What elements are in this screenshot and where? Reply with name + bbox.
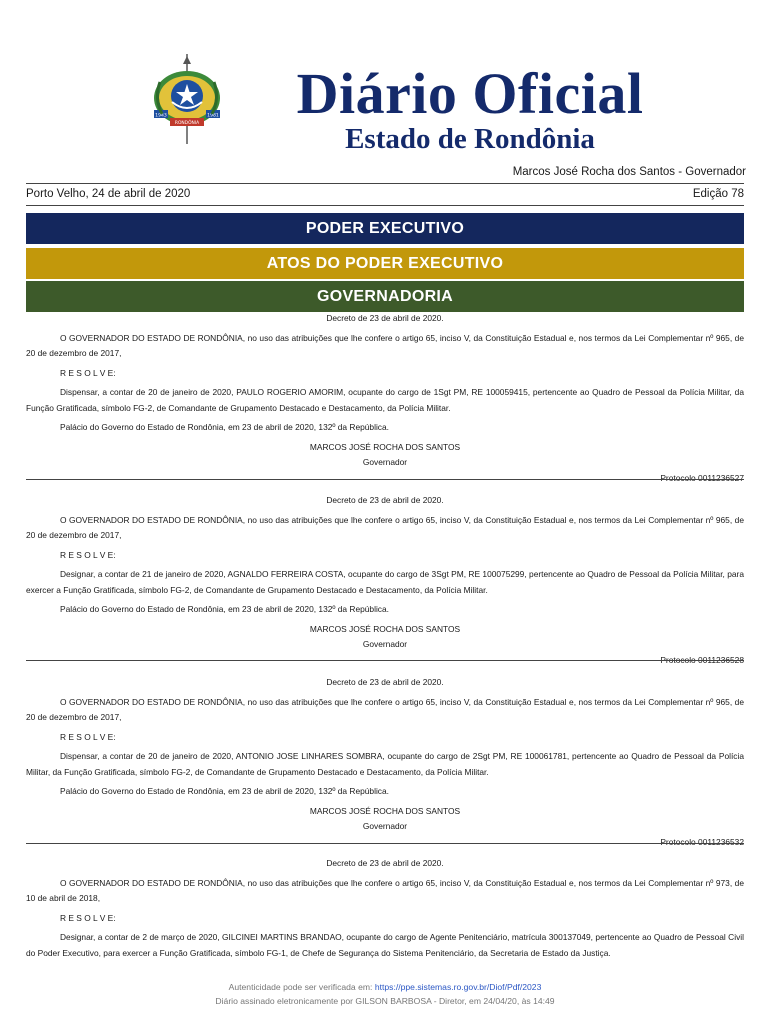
decree-closing: Palácio do Governo do Estado de Rondônia, em 23 de abril de 2020, 132º da República. [60,604,389,614]
decree-preamble: O GOVERNADOR DO ESTADO DE RONDÔNIA, no uso das atribuições que lhe confere o artigo 65, inciso V, da Constituição Estadual e, nos termos da Lei Complementar nº 973, de 10 de abril de 2018, [26,877,744,903]
decree-protocol: Protocolo 0011236532 [660,836,744,847]
decree-signer: MARCOS JOSÉ ROCHA DOS SANTOS [309,623,461,634]
decree-heading: Decreto de 23 de abril de 2020. [326,858,444,868]
decree-resolve: R E S O L V E: [60,731,116,742]
decree-resolve: R E S O L V E: [60,912,116,923]
dateline-divider [26,205,744,206]
decree-protocol: Protocolo 0011236527 [660,472,744,483]
decree-closing: Palácio do Governo do Estado de Rondônia, em 23 de abril de 2020, 132º da República. [60,786,389,796]
decree-resolve: R E S O L V E: [60,367,116,378]
verification-link[interactable]: https://ppe.sistemas.ro.gov.br/Diof/Pdf/2023 [374,982,542,992]
state-coat-of-arms-icon [150,52,224,146]
section-bar-poder-executivo: PODER EXECUTIVO [26,213,744,244]
decree-signer: MARCOS JOSÉ ROCHA DOS SANTOS [309,441,461,452]
decree-heading: Decreto de 23 de abril de 2020. [326,495,444,505]
decree-resolve: R E S O L V E: [60,549,116,560]
place-date: Porto Velho, 24 de abril de 2020 [26,188,191,200]
header-divider [26,183,744,184]
section-bar-governadoria: GOVERNADORIA [26,281,744,312]
edition-number: Edição 78 [692,188,744,200]
decree-preamble: O GOVERNADOR DO ESTADO DE RONDÔNIA, no uso das atribuições que lhe confere o artigo 65, inciso V, da Constituição Estadual e, nos termos da Lei Complementar nº 965, de 20 de dezembro de 2017, [26,514,744,540]
decree-4 [26,856,744,961]
governor-name: Marcos José Rocha dos Santos - Governador [512,166,746,178]
decree-divider [26,660,744,661]
verification-prefix: Autenticidade pode ser verificada em: [228,982,375,992]
svg-text:1981: 1981 [207,113,219,119]
svg-text:1943: 1943 [155,113,167,119]
decree-preamble: O GOVERNADOR DO ESTADO DE RONDÔNIA, no uso das atribuições que lhe confere o artigo 65, inciso V, da Constituição Estadual e, nos termos da Lei Complementar nº 965, de 20 de dezembro de 2017, [26,696,744,722]
decree-heading: Decreto de 23 de abril de 2020. [326,313,444,323]
verification-line [0,980,770,994]
decree-body: Designar, a contar de 21 de janeiro de 2020, AGNALDO FERREIRA COSTA, ocupante do cargo de 3Sgt PM, RE 100075299, pertencente ao Quadro de Pessoal da Polícia Militar, para exercer a Função Gratificada, símbolo FG-2, de Comandante de Grupamento Destacado e Destacamento, da Polícia Militar. [26,569,744,595]
decree-body: Dispensar, a contar de 20 de janeiro de 2020, ANTONIO JOSE LINHARES SOMBRA, ocupante do cargo de 2Sgt PM, RE 100061781, pertencente ao Quadro de Pessoal da Polícia Militar, da Função Gratificada, símbolo FG-2, de Comandante de Grupamento Destacado e Destacamento, da Polícia Militar. [26,751,744,777]
masthead [0,0,770,160]
decree-signer-role: Governador [362,821,408,831]
decree-signer-role: Governador [362,457,408,467]
publication-subtitle: Estado de Rondônia [345,123,595,155]
decree-signer-role: Governador [362,639,408,649]
decree-body: Dispensar, a contar de 20 de janeiro de 2020, PAULO ROGERIO AMORIM, ocupante do cargo de 1Sgt PM, RE 100059415, pertencente ao Quadro de Pessoal da Polícia Militar, da Função Gratificada, símbolo FG-2, de Comandante de Grupamento Destacado e Destacamento, da Polícia Militar. [26,387,744,413]
section-bar-atos: ATOS DO PODER EXECUTIVO [26,248,744,279]
decree-preamble: O GOVERNADOR DO ESTADO DE RONDÔNIA, no uso das atribuições que lhe confere o artigo 65, inciso V, da Constituição Estadual e, nos termos da Lei Complementar nº 965, de 20 de dezembro de 2017, [26,332,744,358]
decree-divider [26,843,744,844]
signature-line: Diário assinado eletronicamente por GILSON BARBOSA - Diretor, em 24/04/20, às 14:49 [215,996,555,1006]
decree-3 [26,675,744,850]
decree-heading: Decreto de 23 de abril de 2020. [326,677,444,687]
decree-divider [26,479,744,480]
decree-closing: Palácio do Governo do Estado de Rondônia, em 23 de abril de 2020, 132º da República. [60,422,389,432]
decree-signer: MARCOS JOSÉ ROCHA DOS SANTOS [309,805,461,816]
decree-2 [26,493,744,668]
decree-protocol: Protocolo 0011236528 [660,654,744,665]
page-footer [0,980,770,1008]
decree-body: Designar, a contar de 2 de março de 2020, GILCINEI MARTINS BRANDAO, ocupante do cargo de Agente Penitenciário, matrícula 300137049, pertencente ao Quadro de Pessoal Civil do Poder Executivo, para exercer a Função Gratificada, símbolo FG-1, de Chefe de Segurança do Sistema Penitenciário, da Secretaria de Estado da Justiça. [26,932,744,958]
decree-1 [26,311,744,486]
svg-text:RONDÔNIA: RONDÔNIA [174,121,200,126]
publication-title: Diário Oficial [296,61,644,126]
